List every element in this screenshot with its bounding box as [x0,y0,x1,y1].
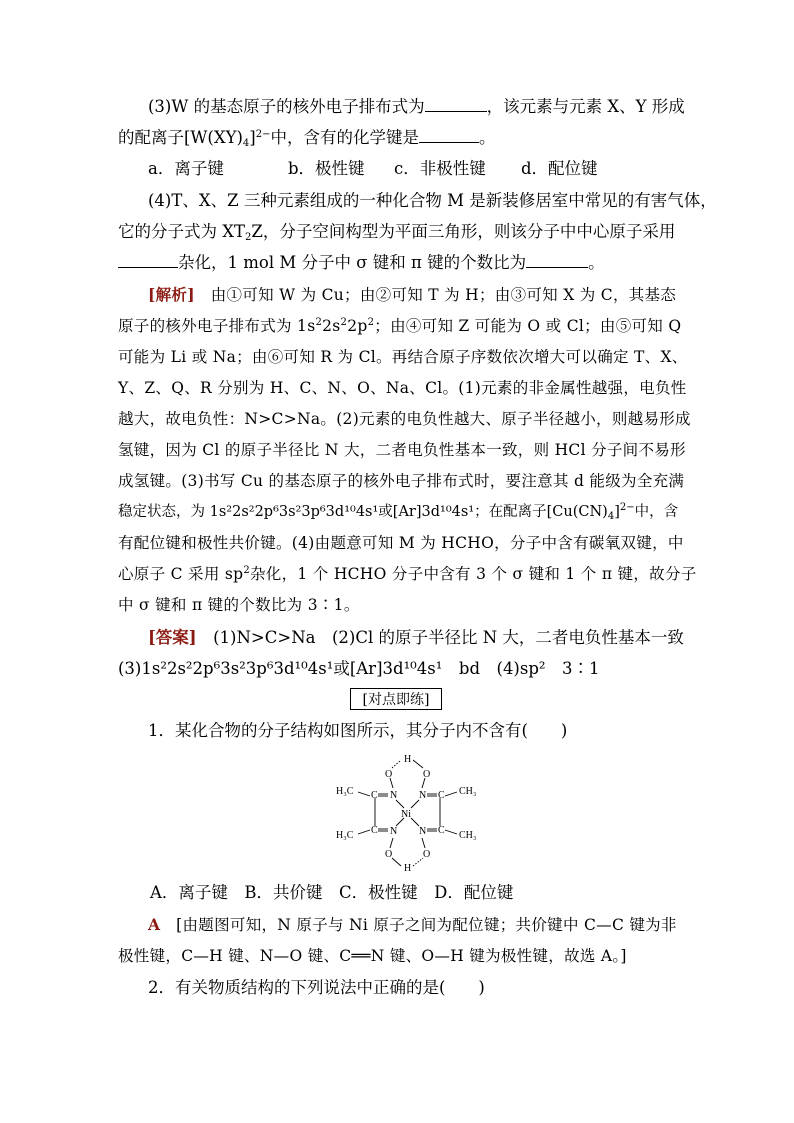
atom-label: CH₃ [459,786,477,797]
atom-label: C [371,825,378,836]
explanation-text: [由题图可知，N 原子与 Ni 原子之间为配位键；共价键中 C—C 键为非 [176,916,677,934]
option-d[interactable]: d．配位键 [521,159,598,178]
atom-label: Ni [401,809,411,820]
q3-text: ] [249,128,256,147]
answer-blank[interactable] [419,128,479,143]
q3-text: 。 [478,128,496,147]
atom-label: O [385,849,393,860]
answer-letter: A [148,915,161,934]
q3-text: 中，含有的化学键是 [270,128,419,147]
q3-line-1 [148,96,685,118]
analysis-text: 原子的核外电子排布式为 1s [118,317,316,335]
q3-text: 的配离子[W(XY) [118,128,243,147]
analysis-line-9: 有配位键和极性共价键。(4)由题意可知 M 为 HCHO，分子中含有碳氧双键，中 [118,534,684,552]
analysis-line-4: Y、Z、Q、R 分别为 H、C、N、O、Na、Cl。(1)元素的非金属性越强，电负性 [118,379,687,397]
superscript: 2 [340,317,348,328]
superscript: 2 [315,317,323,328]
atom-label: C [371,790,378,801]
analysis-text: 2s [322,317,341,335]
atom-label: H [404,863,412,874]
atom-label: C [438,825,445,836]
q3-text: (3)W 的基态原子的核外电子排布式为 [148,97,425,116]
superscript: 2 [243,565,250,576]
atom-label: N [419,826,427,837]
exercise-1-options: A．离子键 B．共价键 C．极性键 D．配位键 [150,883,514,902]
q4-text: 。 [588,253,605,272]
analysis-line-10 [118,563,697,585]
q4-text: Z，分子空间构型为平面三角形，则该分子中中心原子采用 [251,222,676,241]
analysis-text: 稳定状态，为 1s²2s²2p⁶3s²3p⁶3d¹⁰4s¹或[Ar]3d¹⁰4s¹；在配离子[Cu(CN) [118,504,608,520]
subscript: 2 [245,232,252,243]
analysis-line-2 [118,315,681,337]
analysis-line-6: 氢键，因为 Cl 的原子半径比 N 大，二者电负性基本一致，则 HCl 分子间不易形 [118,441,686,459]
subscript: 4 [242,138,250,149]
molecule-structure-diagram [330,748,492,874]
analysis-line-5: 越大，故电负性：N>C>Na。(2)元素的电负性越大、原子半径越小，则越易形成 [118,410,691,428]
atom-label: O [423,769,431,780]
analysis-line-3: 可能为 Li 或 Na；由⑥可知 R 为 Cl。再结合原子序数依次增大可以确定 T、X、 [118,348,688,366]
superscript: 2− [619,502,635,513]
analysis-line-1 [148,284,676,306]
exercise-2-stem: 2．有关物质结构的下列说法中正确的是( ) [148,978,485,997]
answer-blank[interactable] [526,253,588,268]
answer-text: (1)N>C>Na (2)Cl 的原子半径比 N 大，二者电负性基本一致 [213,628,684,647]
answer-label: [答案] [148,628,197,647]
subscript: 4 [607,511,615,522]
superscript: 2 [367,317,375,328]
q4-text: 它的分子式为 XT [118,222,245,241]
atom-label: O [385,769,393,780]
atom-label: N [419,790,427,801]
q3-text: ，该元素与元素 X、Y 形成 [486,97,685,116]
atom-label: H [404,754,412,765]
analysis-text: 杂化，1 个 HCHO 分子中含有 3 个 σ 键和 1 个 π 键，故分子 [250,565,697,583]
q4-line-2 [118,221,675,243]
analysis-text: ] [614,504,620,520]
q4-line-1: (4)T、X、Z 三种元素组成的一种化合物 M 是新装修居室中常见的有害气体， [148,191,717,210]
atom-label: C [438,790,445,801]
analysis-text: 心原子 C 采用 sp [118,565,244,583]
atom-label: CH₃ [459,830,477,841]
answer-line-2: (3)1s²2s²2p⁶3s²3p⁶3d¹⁰4s¹或[Ar]3d¹⁰4s¹ bd (4)sp² 3∶1 [118,659,600,678]
answer-blank[interactable] [425,97,487,112]
superscript: 2− [255,129,271,140]
exercise-1-stem: 1．某化合物的分子结构如图所示，其分子内不含有( ) [148,721,568,740]
q3-line-2 [118,127,495,149]
option-b[interactable]: b．极性键 [288,159,365,178]
analysis-line-8 [118,501,678,523]
answer-line-1 [148,627,684,649]
atom-label: H₃C [336,830,354,841]
analysis-label: [解析] [148,285,195,304]
exercise-1-explain-line-1 [148,914,677,936]
exercise-1-explain-line-2: 极性键，C—H 键、N—O 键、C══N 键、O—H 键为极性键，故选 A。] [118,947,627,965]
answer-blank[interactable] [118,253,178,268]
atom-label: H₃C [336,786,354,797]
q4-line-3 [118,252,605,274]
analysis-text: 由①可知 W 为 Cu；由②可知 T 为 H；由③可知 X 为 C，其基态 [210,286,677,304]
analysis-line-7: 成氢键。(3)书写 Cu 的基态原子的核外电子排布式时，要注意其 d 能级为全充满 [118,472,685,490]
analysis-text: 中，含 [634,504,679,520]
option-c[interactable]: c．非极性键 [394,159,486,178]
atom-label: O [423,849,431,860]
atom-label: N [390,790,398,801]
analysis-text: ；由④可知 Z 可能为 O 或 Cl；由⑤可知 Q [374,317,682,335]
option-a[interactable]: a．离子键 [148,159,224,178]
atom-label: N [390,826,398,837]
section-label: [对点即练] [350,688,442,710]
analysis-line-11: 中 σ 键和 π 键的个数比为 3∶1。 [118,596,360,614]
q4-text: 杂化，1 mol M 分子中 σ 键和 π 键的个数比为 [178,253,527,272]
analysis-text: 2p [347,317,368,335]
